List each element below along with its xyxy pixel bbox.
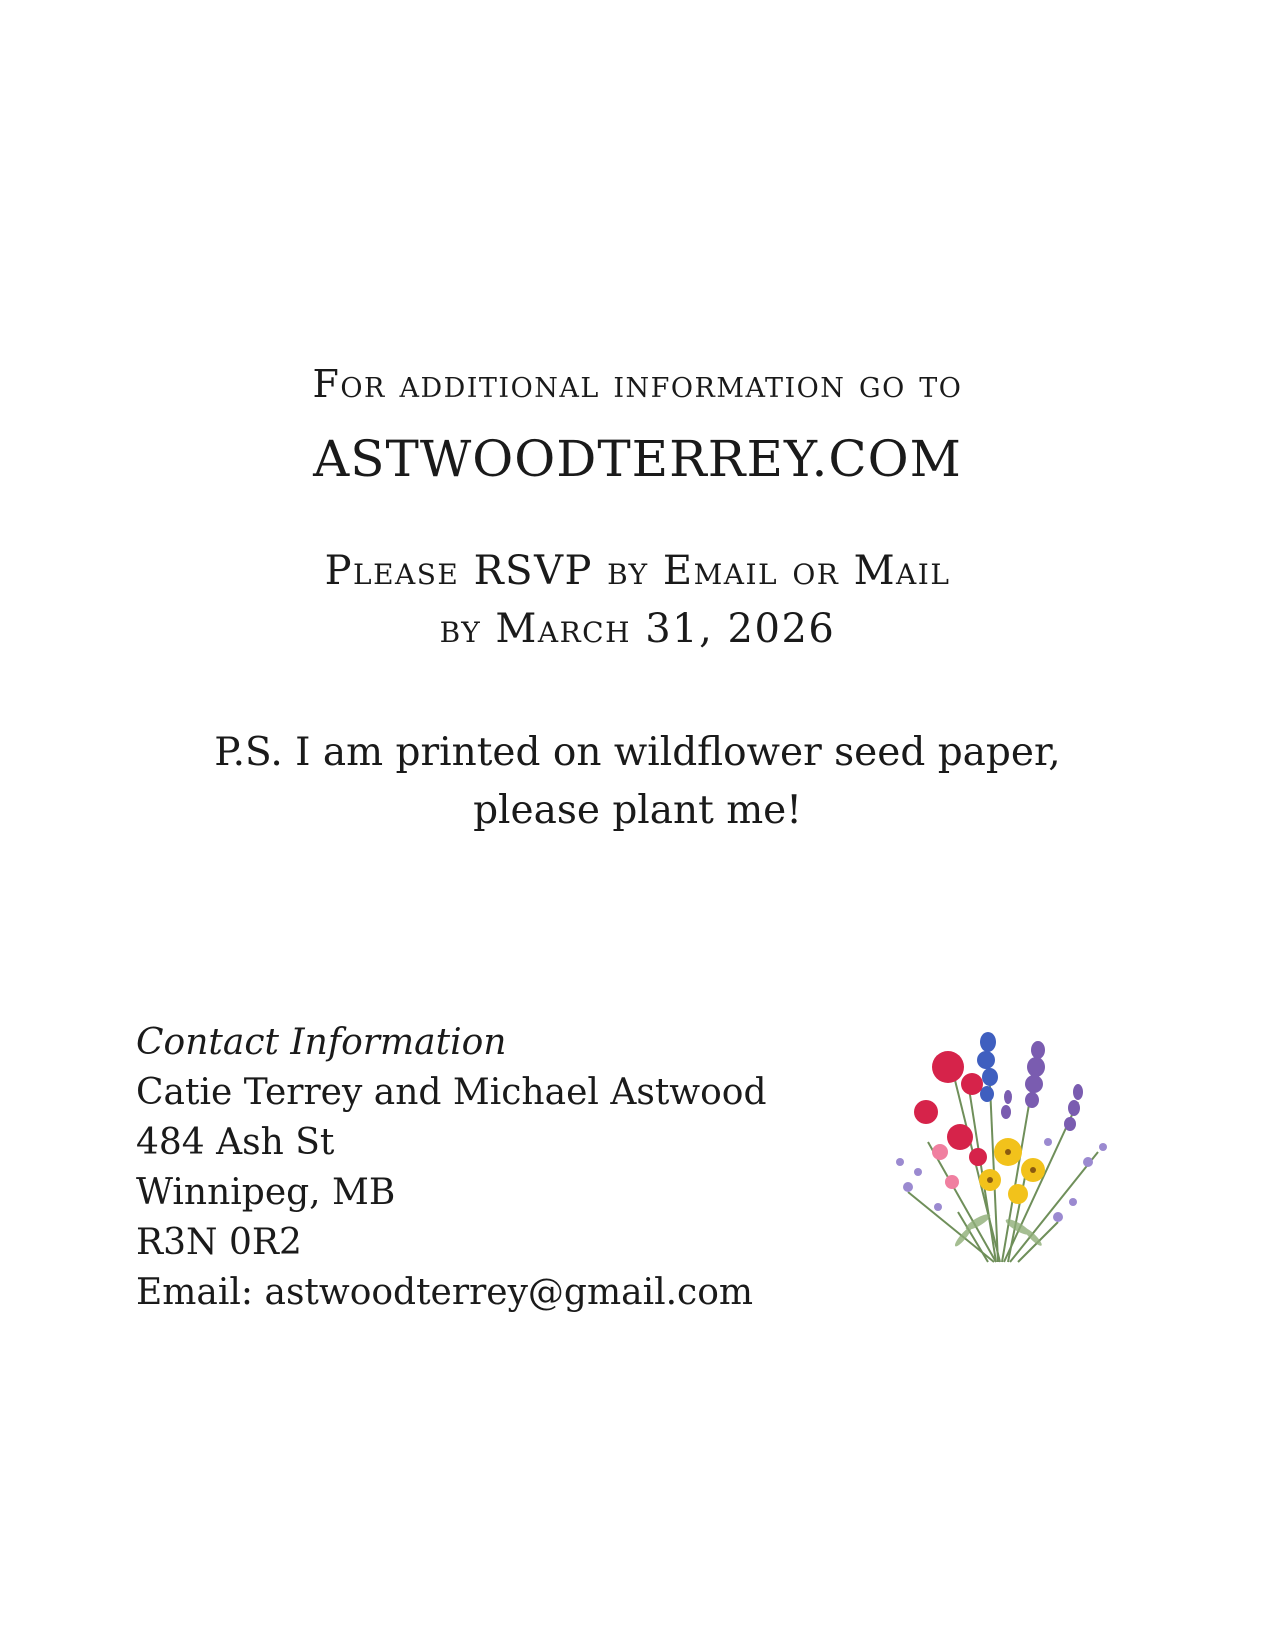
rsvp-deadline: by March 31, 2026 bbox=[439, 606, 836, 652]
contact-names: Catie Terrey and Michael Astwood bbox=[136, 1072, 767, 1113]
website-link[interactable]: ASTWOODTERREY.COM bbox=[313, 430, 962, 488]
info-line: For additional information go to bbox=[312, 362, 963, 406]
ps-note-line-2: please plant me! bbox=[473, 788, 802, 833]
contact-postal: R3N 0R2 bbox=[136, 1222, 302, 1263]
contact-city: Winnipeg, MB bbox=[136, 1172, 396, 1213]
wildflower-bouquet-icon bbox=[878, 1022, 1138, 1282]
rsvp-line: Please RSVP by Email or Mail bbox=[324, 548, 951, 594]
ps-note-line-1: P.S. I am printed on wildflower seed paper, bbox=[214, 730, 1061, 775]
contact-block bbox=[136, 1018, 767, 1318]
contact-street: 484 Ash St bbox=[136, 1122, 335, 1163]
contact-email[interactable]: Email: astwoodterrey@gmail.com bbox=[136, 1272, 754, 1313]
contact-heading: Contact Information bbox=[136, 1022, 507, 1063]
